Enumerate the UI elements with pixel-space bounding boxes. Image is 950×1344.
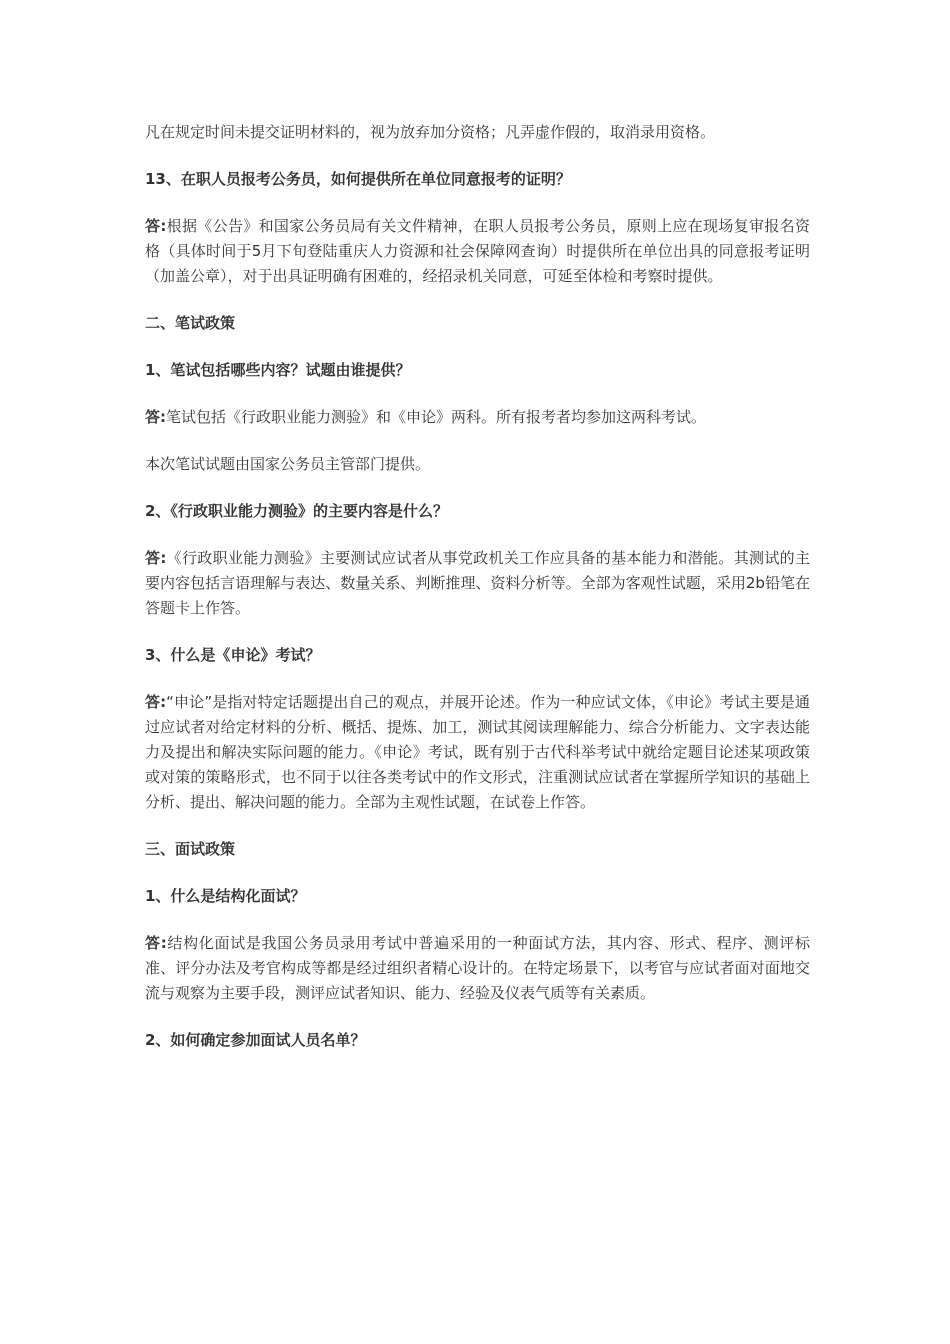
question-heading-written-2: 2、《行政职业能力测验》的主要内容是什么？	[145, 502, 448, 520]
paragraph-bonus-materials	[145, 120, 810, 145]
question-heading-13: 13、在职人员报考公务员，如何提供所在单位同意报考的证明？	[145, 170, 571, 188]
answer-paragraph-written-3	[145, 690, 810, 815]
section-heading-interview: 三、面试政策	[145, 840, 236, 858]
paragraph-text: 《行政职业能力测验》主要测试应试者从事党政机关工作应具备的基本能力和潜能。其测试的主要内容包括言语理解与表达、数量关系、判断推理、资料分析等。全部为客观性试题，采用2b铅笔在答题卡上作答。	[145, 549, 810, 617]
answer-label: 答:	[145, 693, 167, 711]
paragraph-text: 根据《公告》和国家公务员局有关文件精神，在职人员报考公务员，原则上应在现场复审报名资格（具体时间于5月下旬登陆重庆人力资源和社会保障网查询）时提供所在单位出具的同意报考证明（加盖公章），对于出具证明确有困难的，经招录机关同意，可延至体检和考察时提供。	[145, 217, 810, 285]
answer-paragraph-written-2	[145, 546, 810, 621]
section-heading-written-exam: 二、笔试政策	[145, 314, 236, 332]
question-heading-written-3: 3、什么是《申论》考试？	[145, 646, 321, 664]
paragraph-text: 结构化面试是我国公务员录用考试中普遍采用的一种面试方法，其内容、形式、程序、测评标准、评分办法及考官构成等都是经过组织者精心设计的。在特定场景下，以考官与应试者面对面地交流与观察为主要手段，测评应试者知识、能力、经验及仪表气质等有关素质。	[145, 934, 811, 1002]
answer-label: 答:	[145, 217, 167, 235]
paragraph-text: 凡在规定时间未提交证明材料的，视为放弃加分资格；凡弄虚作假的，取消录用资格。	[145, 123, 716, 141]
answer-paragraph-written-1	[145, 405, 810, 430]
document-page	[145, 120, 810, 1075]
answer-paragraph-13	[145, 214, 810, 289]
question-heading-interview-2: 2、如何确定参加面试人员名单？	[145, 1031, 366, 1049]
question-heading-written-1: 1、笔试包括哪些内容？试题由谁提供？	[145, 361, 411, 379]
answer-paragraph-interview-1	[145, 931, 810, 1006]
paragraph-text: “申论”是指对特定话题提出自己的观点，并展开论述。作为一种应试文体，《申论》考试主要是通过应试者对给定材料的分析、概括、提炼、加工，测试其阅读理解能力、综合分析能力、文字表达能力及提出和解决实际问题的能力。《申论》考试，既有别于古代科举考试中就给定题目论述某项政策或对策的策略形式，也不同于以往各类考试中的作文形式，注重测试应试者在掌握所学知识的基础上分析、提出、解决问题的能力。全部为主观性试题，在试卷上作答。	[145, 693, 811, 811]
question-heading-interview-1: 1、什么是结构化面试？	[145, 887, 306, 905]
paragraph-exam-provider	[145, 452, 810, 477]
paragraph-text: 本次笔试试题由国家公务员主管部门提供。	[145, 455, 431, 473]
answer-label: 答:	[145, 408, 166, 426]
paragraph-text: 笔试包括《行政职业能力测验》和《申论》两科。所有报考者均参加这两科考试。	[166, 408, 707, 426]
answer-label: 答:	[145, 934, 167, 952]
answer-label: 答:	[145, 549, 167, 567]
